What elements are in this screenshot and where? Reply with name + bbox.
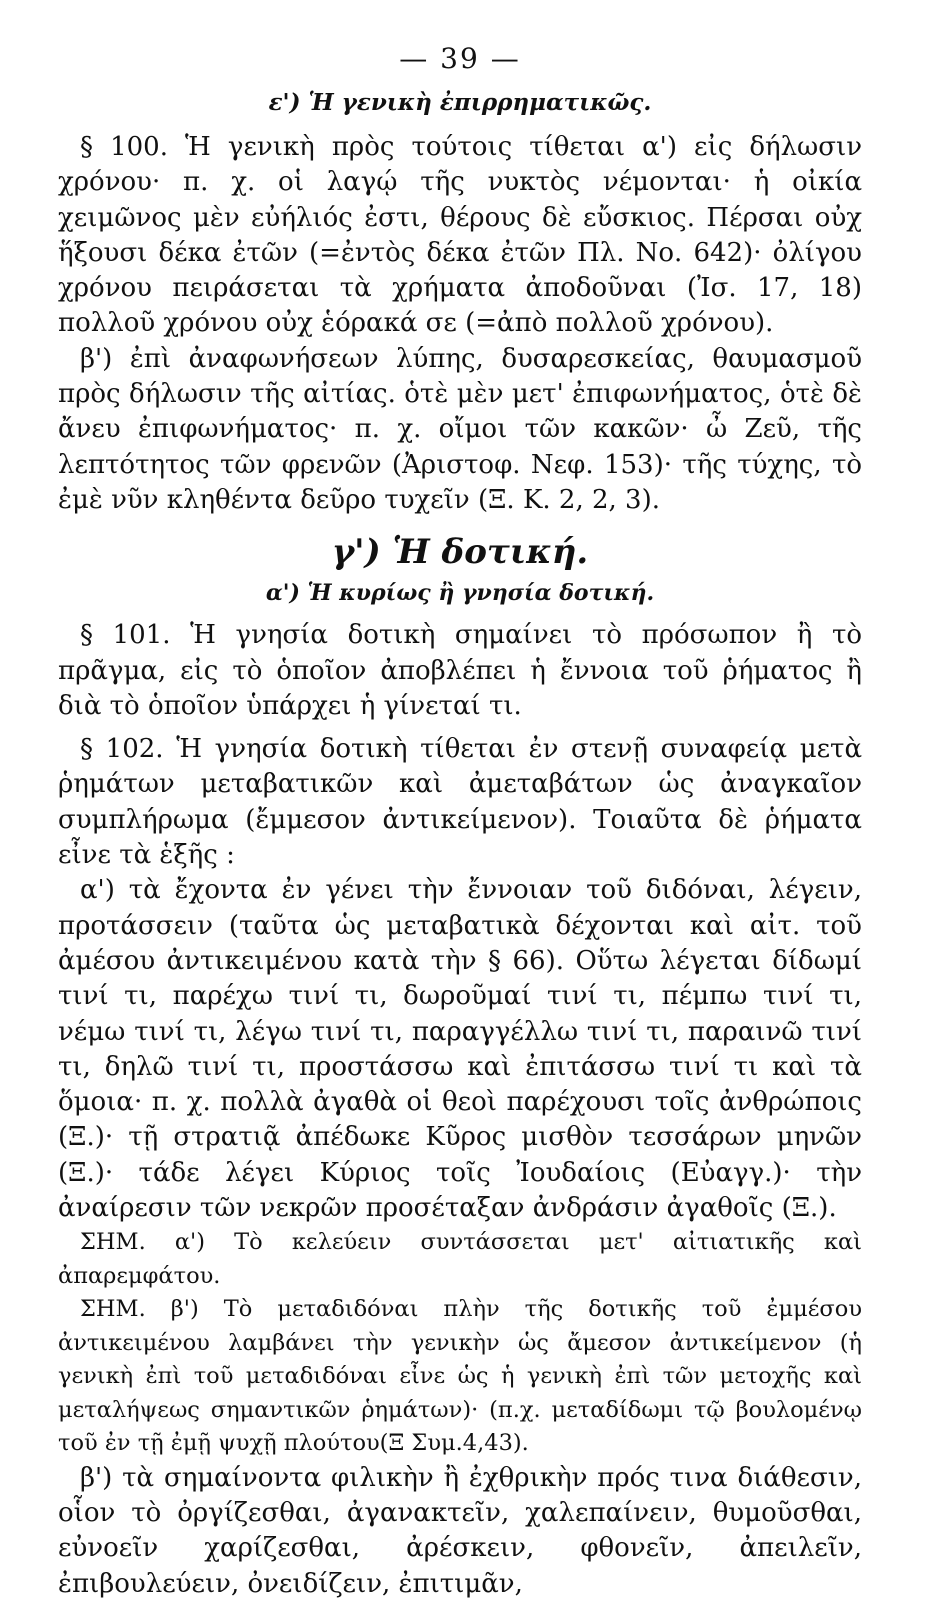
page-number: — 39 — [399, 42, 521, 75]
paragraph-102: § 102. Ἡ γνησία δοτικὴ τίθεται ἐν στενῇ συναφείᾳ μετὰ ῥημάτων μεταβατικῶν καὶ ἀμεταβάτων ὡς ἀναγκαῖον συμπλήρωμα (ἔμμεσον ἀντικείμενον). Τοιαῦτα δὲ ῥήματα εἶνε τὰ ἑξῆς : [58, 734, 862, 871]
paragraph-102-b: β') τὰ σημαίνοντα φιλικὴν ἢ ἐχθρικὴν πρός τινα διάθεσιν, οἷον τὸ ὀργίζεσθαι, ἀγανακτεῖν, χαλεπαίνειν, θυμοῦσθαι, εὐνοεῖν χαρίζεσθαι, ἀρέσκειν, φθονεῖν, ἀπειλεῖν, ἐπιβουλεύειν, ὀνειδίζειν, ἐπιτιμᾶν, [58, 1462, 862, 1599]
section-heading-dative: γ') Ἡ δοτική. [331, 532, 589, 573]
note-2: ΣΗΜ. β') Τὸ μεταδιδόναι πλὴν τῆς δοτικῆς τοῦ ἐμμέσου ἀντικειμένου λαμβάνει τὴν γενικὴν ὡς ἄμεσον ἀντικείμενον (ἡ γενικὴ ἐπὶ τοῦ μεταδιδόναι εἶνε ὡς ἡ γενικὴ ἐπὶ τῶν μετοχῆς καὶ μεταλήψεως σημαντικῶν ῥημάτων)· (π.χ. μεταδίδωμι τῷ βουλομένῳ τοῦ ἐν τῇ ἐμῇ ψυχῇ πλούτου(Ξ Συμ.4,43). [58, 1296, 862, 1457]
paragraph-100: § 100. Ἡ γενικὴ πρὸς τούτοις τίθεται α') εἰς δήλωσιν χρόνου· π. χ. οἱ λαγῴ τῆς νυκτὸς νέμονται· ἡ οἰκία χειμῶνος μὲν εὐήλιός ἐστι, θέρους δὲ εὔσκιος. Πέρσαι οὐχ ἥξουσι δέκα ἐτῶν (=ἐντὸς δέκα ἐτῶν Πλ. Νο. 642)· ὀλίγου χρόνου πειράσεται τὰ χρήματα ἀποδοῦναι (Ἰσ. 17, 18) πολλοῦ χρόνου οὐχ ἑόρακά σε (=ἀπὸ πολλοῦ χρόνου). [58, 132, 862, 339]
subheading-genitive-adverbial: ε') Ἡ γενικὴ ἐπιρρηματικῶς. [268, 89, 652, 116]
note-1: ΣΗΜ. α') Τὸ κελεύειν συντάσσεται μετ' αἰτιατικῆς καὶ ἀπαρεμφάτου. [58, 1229, 862, 1289]
paragraph-102-a: α') τὰ ἔχοντα ἐν γένει τὴν ἔννοιαν τοῦ διδόναι, λέγειν, προτάσσειν (ταῦτα ὡς μεταβατικὰ δέχονται καὶ αἰτ. τοῦ ἀμέσου ἀντικειμένου κατὰ τὴν § 66). Οὕτω λέγεται δίδωμί τινί τι, παρέχω τινί τι, δωροῦμαί τινί τι, πέμπω τινί τι, νέμω τινί τι, λέγω τινί τι, παραγγέλλω τινί τι, παραινῶ τινί τι, δηλῶ τινί τι, προστάσσω καὶ ἐπιτάσσω τινί τι καὶ τὰ ὅμοια· π. χ. πολλὰ ἀγαθὰ οἱ θεοὶ παρέχουσι τοῖς ἀνθρώποις (Ξ.)· τῇ στρατιᾷ ἀπέδωκε Κῦρος μισθὸν τεσσάρων μηνῶν (Ξ.)· τάδε λέγει Κύριος τοῖς Ἰουδαίοις (Εὐαγγ.)· τὴν ἀναίρεσιν τῶν νεκρῶν προσέταξαν ἀνδράσιν ἀγαθοῖς (Ξ.). [58, 875, 862, 1224]
spacer [58, 724, 862, 732]
paragraph-101: § 101. Ἡ γνησία δοτικὴ σημαίνει τὸ πρόσωπον ἢ τὸ πρᾶγμα, εἰς τὸ ὁποῖον ἀποβλέπει ἡ ἔννοια τοῦ ῥήματος ἢ διὰ τὸ ὁποῖον ὑπάρχει ἡ γίνεταί τι. [58, 620, 862, 721]
paragraph-100-b: β') ἐπὶ ἀναφωνήσεων λύπης, δυσαρεσκείας, θαυμασμοῦ πρὸς δήλωσιν τῆς αἰτίας. ὁτὲ μὲν μετ' ἐπιφωνήματος, ὁτὲ δὲ ἄνευ ἐπιφωνήματος· π. χ. οἴμοι τῶν κακῶν· ὦ Ζεῦ, τῆς λεπτότητος τῶν φρενῶν (Ἀριστοφ. Νεφ. 153)· τῆς τύχης, τὸ ἐμὲ νῦν κληθέντα δεῦρο τυχεῖν (Ξ. Κ. 2, 2, 3). [58, 343, 862, 515]
subsection-heading-proper-dative: α') Ἡ κυρίως ἢ γνησία δοτική. [265, 580, 655, 607]
